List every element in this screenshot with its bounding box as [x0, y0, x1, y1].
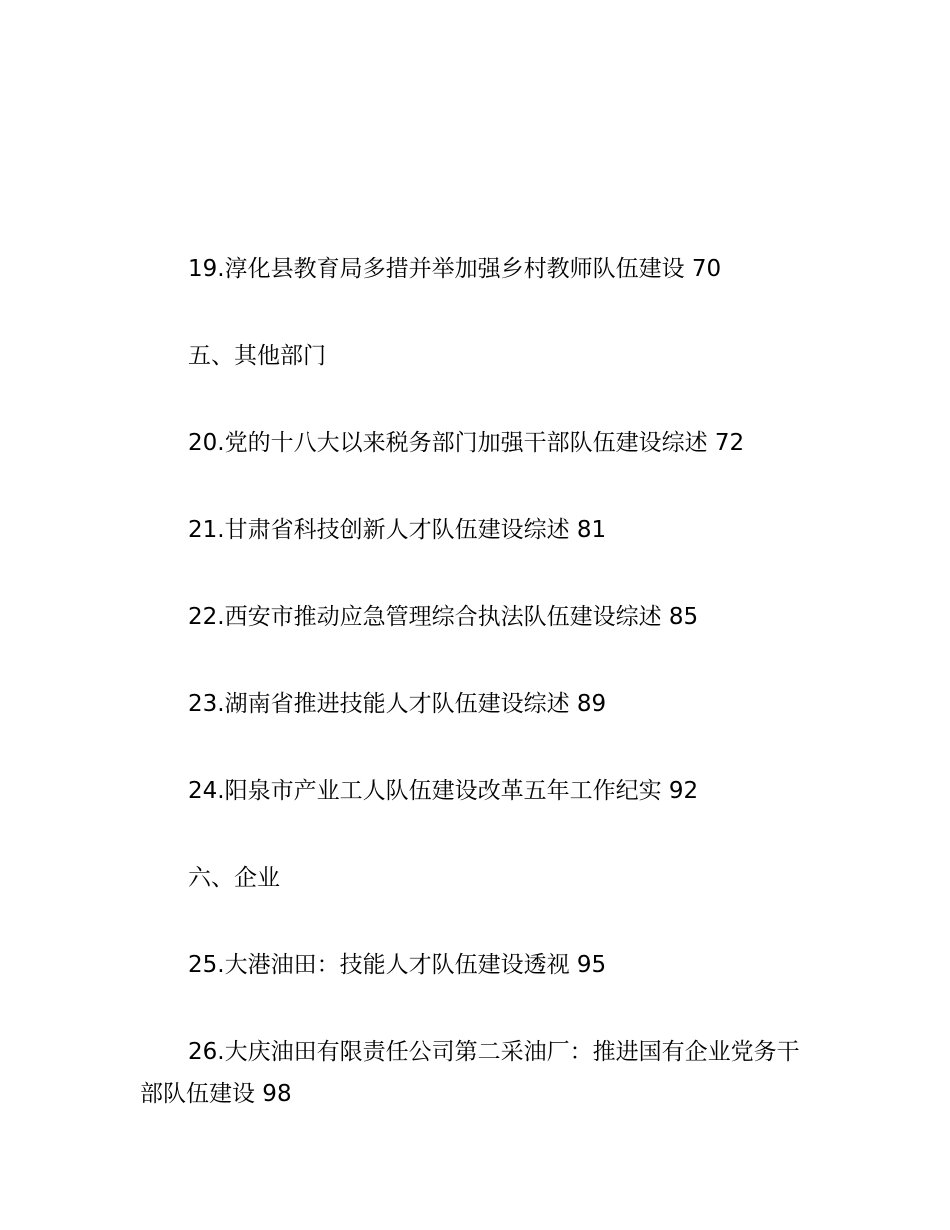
toc-section-heading-enterprises: 六、企业	[188, 865, 280, 891]
toc-entry-25: 25.大港油田：技能人才队伍建设透视 95	[188, 952, 607, 978]
toc-entry-20: 20.党的十八大以来税务部门加强干部队伍建设综述 72	[188, 430, 745, 456]
toc-entry-19: 19.淳化县教育局多措并举加强乡村教师队伍建设 70	[188, 256, 722, 282]
toc-entry-24: 24.阳泉市产业工人队伍建设改革五年工作纪实 92	[188, 778, 699, 804]
toc-entry-23: 23.湖南省推进技能人才队伍建设综述 89	[188, 691, 607, 717]
toc-entry-21: 21.甘肃省科技创新人才队伍建设综述 81	[188, 517, 607, 543]
toc-entry-26: 26.大庆油田有限责任公司第二采油厂：推进国有企业党务干部队伍建设 98	[140, 1039, 800, 1107]
toc-section-heading-other-departments: 五、其他部门	[188, 343, 326, 369]
toc-entry-22: 22.西安市推动应急管理综合执法队伍建设综述 85	[188, 604, 699, 630]
